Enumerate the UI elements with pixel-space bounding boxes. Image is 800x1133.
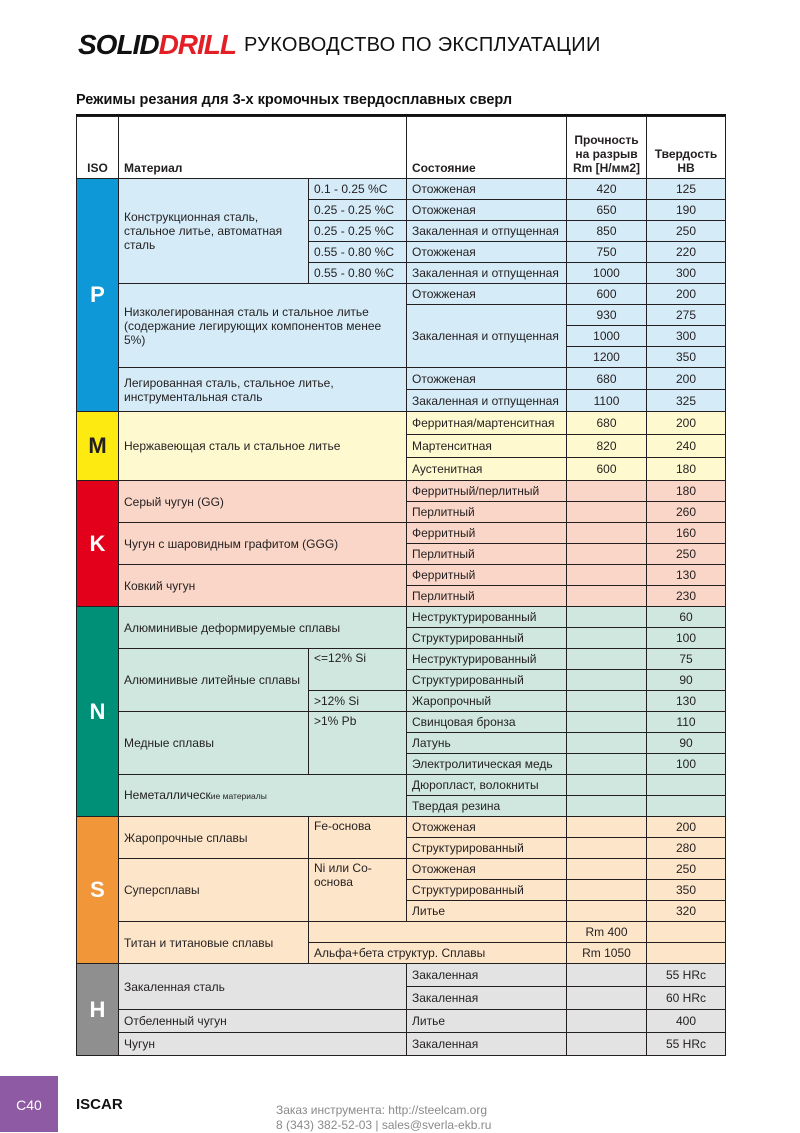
strength-cell: 600 bbox=[567, 458, 647, 481]
table-row bbox=[77, 284, 726, 305]
hardness-cell: 200 bbox=[647, 817, 726, 838]
hardness-cell: 220 bbox=[647, 242, 726, 263]
hardness-cell bbox=[647, 775, 726, 796]
state-cell: Закаленная и отпущенная bbox=[407, 390, 567, 412]
note-cell: 0.1 - 0.25 %C bbox=[309, 179, 407, 200]
state-cell: Перлитный bbox=[407, 544, 567, 565]
note-cell: >1% Pb bbox=[309, 712, 407, 775]
state-cell: Перлитный bbox=[407, 502, 567, 523]
strength-cell: 420 bbox=[567, 179, 647, 200]
strength-cell: 600 bbox=[567, 284, 647, 305]
table-row bbox=[77, 922, 726, 943]
iso-group-h: H bbox=[77, 964, 119, 1056]
strength-cell bbox=[567, 607, 647, 628]
iso-group-s: S bbox=[77, 817, 119, 964]
contact-order-link[interactable]: Заказ инструмента: http://steelcam.org bbox=[276, 1103, 488, 1117]
hardness-cell: 125 bbox=[647, 179, 726, 200]
note-cell: <=12% Si bbox=[309, 649, 407, 691]
hardness-cell: 350 bbox=[647, 880, 726, 901]
state-cell: Отожженая bbox=[407, 859, 567, 880]
strength-cell bbox=[567, 901, 647, 922]
state-cell: Отожженая bbox=[407, 242, 567, 263]
strength-cell: 1000 bbox=[567, 263, 647, 284]
hardness-cell: 75 bbox=[647, 649, 726, 670]
material-cell: Алюминивые деформируемые сплавы bbox=[119, 607, 407, 649]
state-cell: Отожженая bbox=[407, 368, 567, 390]
material-cell: Алюминивые литейные сплавы bbox=[119, 649, 309, 712]
strength-cell: 1100 bbox=[567, 390, 647, 412]
hardness-cell: 160 bbox=[647, 523, 726, 544]
state-cell: Структурированный bbox=[407, 628, 567, 649]
material-text: Неметаллическ bbox=[124, 788, 211, 802]
material-cell: Низколегированная сталь и стальное литье (содержание легирующих компонентов менее 5%) bbox=[119, 284, 407, 368]
material-cell: Легированная сталь, стальное литье, инструментальная сталь bbox=[119, 368, 407, 412]
logo-part-drill: DRILL bbox=[158, 29, 236, 60]
strength-cell bbox=[567, 733, 647, 754]
table-title: Режимы резания для 3-х кромочных твердосплавных сверл bbox=[76, 92, 513, 108]
material-cell: Чугун bbox=[119, 1033, 407, 1056]
table-row bbox=[77, 523, 726, 544]
hardness-cell: 55 HRc bbox=[647, 964, 726, 987]
hardness-cell: 100 bbox=[647, 628, 726, 649]
strength-cell bbox=[567, 987, 647, 1010]
hardness-cell: 350 bbox=[647, 347, 726, 368]
state-cell: Ферритная/мартенситная bbox=[407, 412, 567, 435]
state-cell: Структурированный bbox=[407, 880, 567, 901]
hardness-cell bbox=[647, 796, 726, 817]
brand-name: ISCAR bbox=[76, 1096, 123, 1113]
state-cell: Мартенситная bbox=[407, 435, 567, 458]
state-cell: Литье bbox=[407, 1010, 567, 1033]
state-cell: Твердая резина bbox=[407, 796, 567, 817]
hardness-cell: 100 bbox=[647, 754, 726, 775]
strength-cell bbox=[567, 1033, 647, 1056]
strength-cell: Rm 400 bbox=[567, 922, 647, 943]
hardness-cell: 250 bbox=[647, 544, 726, 565]
strength-cell: 680 bbox=[567, 368, 647, 390]
hardness-cell: 200 bbox=[647, 284, 726, 305]
strength-cell: 650 bbox=[567, 200, 647, 221]
hardness-cell: 250 bbox=[647, 221, 726, 242]
hardness-cell: 325 bbox=[647, 390, 726, 412]
state-cell bbox=[309, 922, 567, 943]
material-cell: Ковкий чугун bbox=[119, 565, 407, 607]
note-cell: 0.25 - 0.25 %C bbox=[309, 221, 407, 242]
table-row bbox=[77, 859, 726, 880]
contact-phone-email[interactable]: 8 (343) 382-52-03 | sales@sverla-ekb.ru bbox=[276, 1118, 492, 1132]
hardness-cell: 300 bbox=[647, 326, 726, 347]
header-strength: Прочность на разрыв Rm [Н/мм2] bbox=[567, 117, 647, 179]
strength-cell bbox=[567, 649, 647, 670]
hardness-cell: 90 bbox=[647, 733, 726, 754]
table-row bbox=[77, 1033, 726, 1056]
header-state: Состояние bbox=[407, 117, 567, 179]
state-cell: Латунь bbox=[407, 733, 567, 754]
strength-cell: 1200 bbox=[567, 347, 647, 368]
strength-cell bbox=[567, 1010, 647, 1033]
state-cell: Структурированный bbox=[407, 670, 567, 691]
strength-cell bbox=[567, 565, 647, 586]
solid-drill-logo bbox=[78, 31, 236, 59]
table-row bbox=[77, 817, 726, 838]
strength-cell bbox=[567, 838, 647, 859]
table-row bbox=[77, 481, 726, 502]
table-row bbox=[77, 649, 726, 670]
table-header-row bbox=[77, 117, 726, 179]
material-cell bbox=[119, 775, 407, 817]
material-cell: Жаропрочные сплавы bbox=[119, 817, 309, 859]
state-cell: Отожженая bbox=[407, 200, 567, 221]
note-cell: 0.25 - 0.25 %C bbox=[309, 200, 407, 221]
state-cell: Альфа+бета структур. Сплавы bbox=[309, 943, 567, 964]
hardness-cell: 180 bbox=[647, 458, 726, 481]
strength-cell bbox=[567, 880, 647, 901]
table-row bbox=[77, 964, 726, 987]
state-cell: Дюропласт, волокниты bbox=[407, 775, 567, 796]
hardness-cell: 230 bbox=[647, 586, 726, 607]
strength-cell bbox=[567, 775, 647, 796]
strength-cell bbox=[567, 796, 647, 817]
table-row bbox=[77, 179, 726, 200]
hardness-cell: 200 bbox=[647, 368, 726, 390]
strength-cell: Rm 1050 bbox=[567, 943, 647, 964]
strength-cell bbox=[567, 754, 647, 775]
material-cell: Чугун с шаровидным графитом (GGG) bbox=[119, 523, 407, 565]
note-cell: 0.55 - 0.80 %C bbox=[309, 263, 407, 284]
material-cell: Конструкционная сталь, стальное литье, автоматная сталь bbox=[119, 179, 309, 284]
table-row bbox=[77, 775, 726, 796]
strength-cell bbox=[567, 859, 647, 880]
strength-cell bbox=[567, 544, 647, 565]
note-cell: Fe-основа bbox=[309, 817, 407, 859]
page-number: C40 bbox=[16, 1097, 42, 1113]
logo-part-solid: SOLID bbox=[78, 29, 159, 60]
contact-info bbox=[276, 1103, 491, 1133]
iso-group-m: M bbox=[77, 412, 119, 481]
strength-cell: 680 bbox=[567, 412, 647, 435]
material-cell: Закаленная сталь bbox=[119, 964, 407, 1010]
state-cell: Закаленная и отпущенная bbox=[407, 221, 567, 242]
strength-cell bbox=[567, 481, 647, 502]
table-row bbox=[77, 368, 726, 390]
table-row bbox=[77, 412, 726, 435]
table-row bbox=[77, 1010, 726, 1033]
table-row bbox=[77, 565, 726, 586]
hardness-cell: 200 bbox=[647, 412, 726, 435]
iso-group-k: K bbox=[77, 481, 119, 607]
state-cell: Жаропрочный bbox=[407, 691, 567, 712]
hardness-cell: 320 bbox=[647, 901, 726, 922]
hardness-cell bbox=[647, 922, 726, 943]
hardness-cell bbox=[647, 943, 726, 964]
hardness-cell: 180 bbox=[647, 481, 726, 502]
state-cell: Закаленная bbox=[407, 964, 567, 987]
note-cell: Ni или Co-основа bbox=[309, 859, 407, 922]
iso-group-p: P bbox=[77, 179, 119, 412]
note-cell: 0.55 - 0.80 %C bbox=[309, 242, 407, 263]
material-cell: Серый чугун (GG) bbox=[119, 481, 407, 523]
hardness-cell: 55 HRc bbox=[647, 1033, 726, 1056]
state-cell: Структурированный bbox=[407, 838, 567, 859]
strength-cell: 850 bbox=[567, 221, 647, 242]
state-cell: Закаленная и отпущенная bbox=[407, 263, 567, 284]
state-cell: Ферритный bbox=[407, 523, 567, 544]
hardness-cell: 190 bbox=[647, 200, 726, 221]
state-cell: Закаленная bbox=[407, 1033, 567, 1056]
strength-cell bbox=[567, 502, 647, 523]
strength-cell bbox=[567, 964, 647, 987]
strength-cell bbox=[567, 586, 647, 607]
hardness-cell: 90 bbox=[647, 670, 726, 691]
hardness-cell: 60 HRc bbox=[647, 987, 726, 1010]
state-cell: Литье bbox=[407, 901, 567, 922]
strength-cell bbox=[567, 712, 647, 733]
table-row bbox=[77, 712, 726, 733]
page-header bbox=[78, 28, 601, 62]
strength-cell: 1000 bbox=[567, 326, 647, 347]
state-cell: Электролитическая медь bbox=[407, 754, 567, 775]
hardness-cell: 130 bbox=[647, 691, 726, 712]
state-cell: Перлитный bbox=[407, 586, 567, 607]
strength-cell: 750 bbox=[567, 242, 647, 263]
hardness-cell: 240 bbox=[647, 435, 726, 458]
hardness-cell: 275 bbox=[647, 305, 726, 326]
hardness-cell: 60 bbox=[647, 607, 726, 628]
header-hardness: Твердость HB bbox=[647, 117, 726, 179]
material-cell: Медные сплавы bbox=[119, 712, 309, 775]
table-row bbox=[77, 607, 726, 628]
state-cell: Отожженая bbox=[407, 179, 567, 200]
state-cell: Неструктурированный bbox=[407, 607, 567, 628]
header-iso: ISO bbox=[77, 117, 119, 179]
material-text-small: ие материалы bbox=[210, 791, 267, 801]
strength-cell bbox=[567, 670, 647, 691]
strength-cell bbox=[567, 691, 647, 712]
strength-cell: 820 bbox=[567, 435, 647, 458]
hardness-cell: 400 bbox=[647, 1010, 726, 1033]
state-cell: Закаленная bbox=[407, 987, 567, 1010]
state-cell: Отожженая bbox=[407, 817, 567, 838]
iso-group-n: N bbox=[77, 607, 119, 817]
note-cell: >12% Si bbox=[309, 691, 407, 712]
hardness-cell: 250 bbox=[647, 859, 726, 880]
hardness-cell: 280 bbox=[647, 838, 726, 859]
state-cell: Ферритный/перлитный bbox=[407, 481, 567, 502]
cutting-modes-table bbox=[76, 116, 726, 1056]
manual-title: РУКОВОДСТВО ПО ЭКСПЛУАТАЦИИ bbox=[244, 33, 601, 56]
strength-cell bbox=[567, 628, 647, 649]
material-cell: Нержавеющая сталь и стальное литье bbox=[119, 412, 407, 481]
state-cell: Отожженая bbox=[407, 284, 567, 305]
hardness-cell: 300 bbox=[647, 263, 726, 284]
hardness-cell: 260 bbox=[647, 502, 726, 523]
strength-cell bbox=[567, 523, 647, 544]
material-cell: Титан и титановые сплавы bbox=[119, 922, 309, 964]
material-cell: Отбеленный чугун bbox=[119, 1010, 407, 1033]
state-cell: Аустенитная bbox=[407, 458, 567, 481]
strength-cell: 930 bbox=[567, 305, 647, 326]
header-material: Материал bbox=[119, 117, 407, 179]
material-cell: Суперсплавы bbox=[119, 859, 309, 922]
state-cell: Ферритный bbox=[407, 565, 567, 586]
state-cell: Закаленная и отпущенная bbox=[407, 305, 567, 368]
state-cell: Свинцовая бронза bbox=[407, 712, 567, 733]
state-cell: Неструктурированный bbox=[407, 649, 567, 670]
hardness-cell: 130 bbox=[647, 565, 726, 586]
strength-cell bbox=[567, 817, 647, 838]
hardness-cell: 110 bbox=[647, 712, 726, 733]
